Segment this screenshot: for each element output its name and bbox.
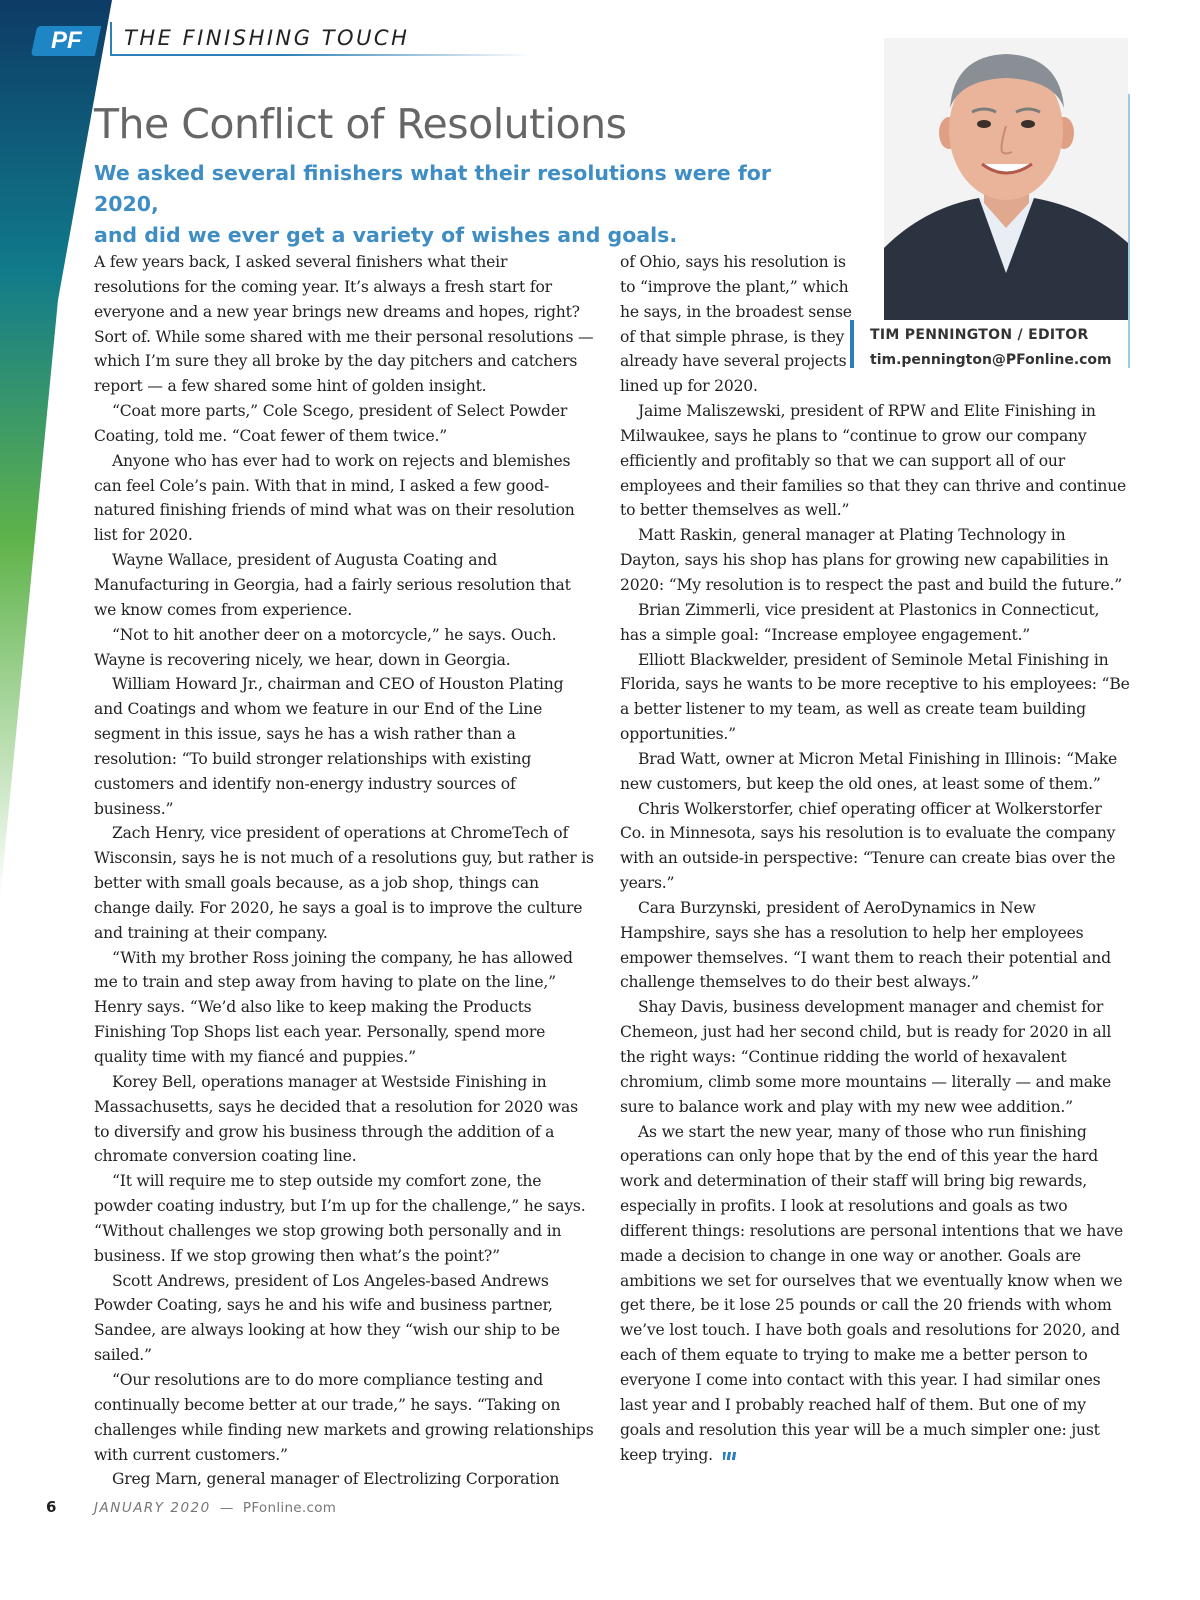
byline-name: TIM PENNINGTON / EDITOR [870,327,1089,343]
body-paragraph: Brad Watt, owner at Micron Metal Finishing in Illinois: “Make new customers, but keep the old ones, at least some of them.” [620,749,1118,793]
body-paragraph: “Not to hit another deer on a motorcycle,” he says. Ouch. Wayne is recovering nicely, we hear, down in Georgia. [94,625,557,669]
body-paragraph: Brian Zimmerli, vice president at Plastonics in Connecticut, has a simple goal: “Increase employee engagement.” [620,600,1100,644]
end-of-article-icon [723,1452,737,1460]
page-number: 6 [46,1498,57,1516]
body-paragraph: A few years back, I asked several finishers what their resolutions for the coming year. It’s always a fresh start for everyone and a new year brings new dreams and hopes, right? Sort of. While some shared with me their personal resolutions — which I’m sure they all broke by the day pitchers and catchers report — a few shared some hint of golden insight. [94,253,594,396]
body-paragraph: Matt Raskin, general manager at Plating Technology in Dayton, says his shop has plans for growing new capabilities in 2020: “My resolution is to respect the past and build the future.” [620,526,1123,594]
body-paragraph: Korey Bell, operations manager at Westside Finishing in Massachusetts, says he decided that a resolution for 2020 was to diversify and grow his business through the addition of a chromate conversion coating line. [94,1072,578,1166]
article-title: The Conflict of Resolutions [94,100,627,148]
body-paragraph: Anyone who has ever had to work on rejects and blemishes can feel Cole’s pain. With that in mind, I asked a few good-natured finishing friends of mind what was on their resolution list for 2020. [94,451,575,545]
footer-site[interactable]: PFonline.com [242,1500,337,1516]
body-paragraph: Shay Davis, business development manager and chemist for Chemeon, just had her second child, but is ready for 2020 in all the right ways: “Continue ridding the world of hexavalent chromium, climb some more mountains — literally — and make sure to balance work and play with my new wee addition.” [620,998,1112,1116]
byline-email[interactable]: tim.pennington@PFonline.com [870,352,1112,368]
body-column-right [620,250,1130,1467]
deck-line-2: and did we ever get a variety of wishes and goals. [94,223,678,247]
pf-logo [31,26,101,56]
body-paragraph: Jaime Maliszewski, president of RPW and Elite Finishing in Milwaukee, says he plans to “continue to grow our company efficiently and profitably so that we can support all of our employees and their families so that they can thrive and continue to better themselves as well.” [620,402,1127,520]
body-paragraph: “Our resolutions are to do more compliance testing and continually become better at our trade,” he says. “Taking on challenges while finding new markets and growing relationships with current customers.” [94,1370,594,1464]
right-column-paragraphs [620,399,1130,1467]
footer-issue-line [94,1500,336,1516]
body-paragraph: William Howard Jr., chairman and CEO of Houston Plating and Coatings and whom we feature in our End of the Line segment in this issue, says he has a wish rather than a resolution: “To build stronger relationships with existing customers and identify non-energy industry sources of business.” [94,675,564,818]
section-title: THE FINISHING TOUCH [124,26,410,50]
body-paragraph: “It will require me to step outside my comfort zone, the powder coating industry, but I’m up for the challenge,” he says. “Without challenges we stop growing both personally and in business. If we stop growing then what’s the point?” [94,1172,586,1265]
body-paragraph: Scott Andrews, president of Los Angeles-based Andrews Powder Coating, says he and his wife and business partner, Sandee, are always looking at how they “wish our ship to be sailed.” [94,1271,560,1365]
body-paragraph: Cara Burzynski, president of AeroDynamics in New Hampshire, says she has a resolution to help her employees empower themselves. “I want them to reach their potential and challenge themselves to do their best always.” [620,898,1111,992]
body-paragraph: As we start the new year, many of those who run finishing operations can only hope that by the end of this year the hard work and determination of their staff will bring big rewards, especially in profits. I look at resolutions and goals as two different things: resolutions are personal intentions that we have made a decision to change in one way or another. Goals are ambitions we set for ourselves that we eventually know when we get there, be it lose 25 pounds or call the 20 friends with whom we’ve lost touch. I have both goals and resolutions for 2020, and each of them equate to trying to make me a better person to everyone I come into contact with this year. I had similar ones last year and I probably reached half of them. But one of my goals and resolution this year will be a much simpler one: just keep trying. [620,1122,1124,1464]
body-paragraph: Wayne Wallace, president of Augusta Coating and Manufacturing in Georgia, had a fairly serious resolution that we know comes from experience. [94,551,571,619]
pf-logo-text: PF [50,27,82,54]
body-paragraph: “Coat more parts,” Cole Scego, president of Select Powder Coating, told me. “Coat fewer of them twice.” [94,402,568,445]
body-paragraph: Zach Henry, vice president of operations at ChromeTech of Wisconsin, says he is not much of a resolutions guy, but rather is better with small goals because, as a job shop, things can change daily. For 2020, he says a goal is to improve the culture and training at their company. [94,824,594,942]
body-paragraph: Greg Marn, general manager of Electrolizing Corporation [112,1470,560,1489]
footer-separator: — [219,1500,234,1516]
body-paragraph: Elliott Blackwelder, president of Seminole Metal Finishing in Florida, says he wants to be more receptive to his employees: “Be a better listener to my team, as well as create team building opportunities.” [620,650,1130,744]
body-paragraph: “With my brother Ross joining the company, he has allowed me to train and step away from having to plate on the line,” Henry says. “We’d also like to keep making the Products Finishing Top Shops list each year. Personally, spend more quality time with my fiancé and puppies.” [94,948,573,1066]
deck-line-1: We asked several finishers what their resolutions were for 2020, [94,161,771,216]
right-column-intro: of Ohio, says his resolution is to “improve the plant,” which he says, in the broadest sense of that simple phrase, is they already have several projects lined up for 2020. [620,253,852,396]
article-deck [94,158,794,251]
body-paragraph: Chris Wolkerstorfer, chief operating officer at Wolkerstorfer Co. in Minnesota, says his resolution is to evaluate the company with an outside-in perspective: “Tenure can create bias over the years.” [620,799,1116,893]
body-column-left [94,250,594,1492]
footer-issue: JANUARY 2020 [94,1500,211,1516]
